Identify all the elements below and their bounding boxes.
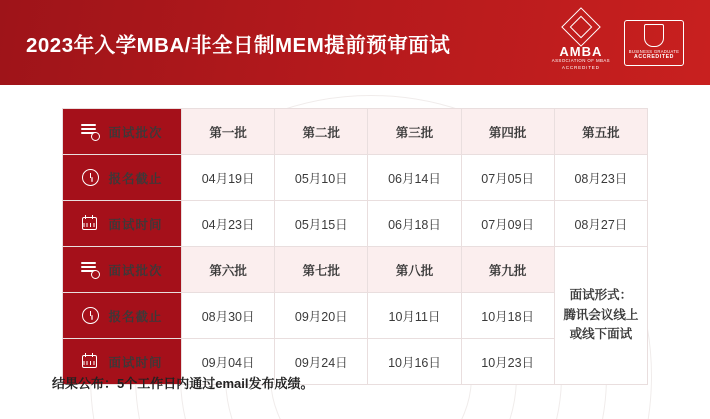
- clock-icon: [81, 306, 100, 325]
- table-row: [63, 155, 648, 201]
- interview-cell: 08月27日: [554, 201, 647, 247]
- deadline-cell: 08月30日: [182, 293, 275, 339]
- row-header-label: 报名截止: [108, 309, 163, 324]
- batch-cell: 第六批: [182, 247, 275, 293]
- row-header-deadline-1: [63, 155, 182, 201]
- aacsb-badge-accredited: ACCREDITED: [633, 54, 674, 61]
- interview-cell: 10月23日: [461, 339, 554, 385]
- deadline-cell: 07月05日: [461, 155, 554, 201]
- row-header-label: 面试批次: [108, 263, 163, 278]
- list-search-icon: [81, 122, 100, 141]
- calendar-icon: [81, 352, 100, 371]
- interview-cell: 06月18日: [368, 201, 461, 247]
- batch-cell: 第三批: [368, 109, 461, 155]
- interview-cell: 09月04日: [182, 339, 275, 385]
- deadline-cell: 04月19日: [182, 155, 275, 201]
- batch-cell: 第八批: [368, 247, 461, 293]
- interview-format-note: 面试形式： 腾讯会议线上 或线下面试: [554, 247, 647, 385]
- deadline-cell: 10月18日: [461, 293, 554, 339]
- batch-cell: 第一批: [182, 109, 275, 155]
- amba-badge-subtitle: ASSOCIATION OF MBAS: [551, 58, 610, 64]
- diamond-icon: [561, 8, 601, 48]
- list-search-icon: [81, 260, 100, 279]
- row-header-batch-1: [63, 109, 182, 155]
- interview-cell: 09月24日: [275, 339, 368, 385]
- interview-cell: 05月15日: [275, 201, 368, 247]
- row-header-label: 报名截止: [108, 171, 163, 186]
- accreditation-badges: [552, 13, 684, 71]
- batch-cell: 第五批: [554, 109, 647, 155]
- aacsb-badge: [624, 20, 684, 66]
- deadline-cell: 08月23日: [554, 155, 647, 201]
- deadline-cell: 06月14日: [368, 155, 461, 201]
- amba-badge-title: AMBA: [559, 44, 603, 60]
- interview-cell: 10月16日: [368, 339, 461, 385]
- amba-badge-accredited: ACCREDITED: [561, 65, 600, 71]
- row-header-batch-2: [63, 247, 182, 293]
- batch-cell: 第九批: [461, 247, 554, 293]
- shield-icon: [644, 24, 664, 47]
- deadline-cell: 09月20日: [275, 293, 368, 339]
- amba-badge: [552, 13, 610, 71]
- schedule-table: [62, 108, 648, 385]
- row-header-label: 面试时间: [108, 355, 163, 370]
- row-header-label: 面试时间: [108, 217, 163, 232]
- calendar-icon: [81, 214, 100, 233]
- page-title: 2023年入学MBA/非全日制MEM提前预审面试: [26, 33, 451, 57]
- header-banner: [0, 0, 710, 85]
- row-header-interview-1: [63, 201, 182, 247]
- deadline-cell: 05月10日: [275, 155, 368, 201]
- batch-cell: 第二批: [275, 109, 368, 155]
- batch-cell: 第四批: [461, 109, 554, 155]
- interview-cell: 04月23日: [182, 201, 275, 247]
- interview-cell: 07月09日: [461, 201, 554, 247]
- table-row: [63, 247, 648, 293]
- row-header-label: 面试批次: [108, 125, 163, 140]
- row-header-deadline-2: [63, 293, 182, 339]
- clock-icon: [81, 168, 100, 187]
- aacsb-badge-subtitle: BUSINESS GRADUATE: [628, 48, 680, 54]
- batch-cell: 第七批: [275, 247, 368, 293]
- deadline-cell: 10月11日: [368, 293, 461, 339]
- result-announcement-note: 结果公布：5个工作日内通过email发布成绩。: [52, 376, 314, 391]
- table-row: [63, 201, 648, 247]
- table-row: [63, 109, 648, 155]
- schedule-table-wrapper: [62, 108, 648, 385]
